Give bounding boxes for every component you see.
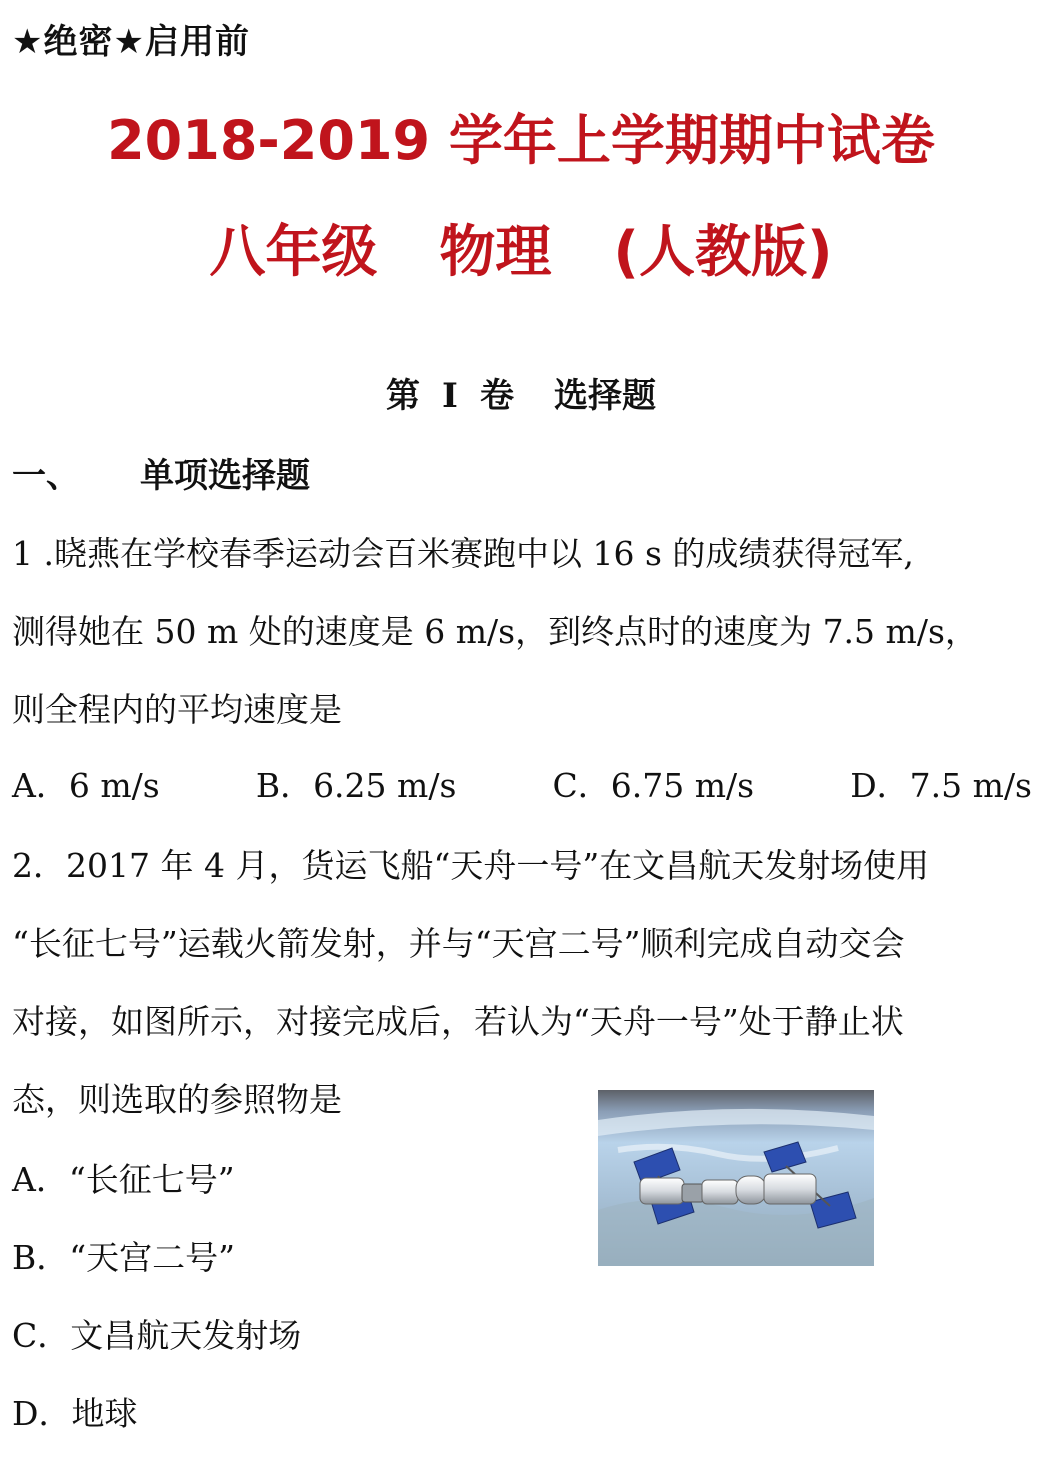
section-title: 单项选择题: [140, 456, 310, 496]
question-1-line-1: 1 .晓燕在学校春季运动会百米赛跑中以 16 s 的成绩获得冠军,: [12, 534, 914, 573]
question-2-option-d: D．地球: [12, 1394, 138, 1433]
exam-subtitle: [0, 208, 1042, 288]
part-name: 选择题: [553, 376, 656, 416]
section-heading: [12, 448, 310, 497]
part-heading: [0, 368, 1042, 417]
part-suffix: 卷: [479, 376, 514, 416]
question-1-option-c: C．6.75 m/s: [552, 766, 755, 805]
question-2-option-b: B．“天宫二号”: [12, 1238, 235, 1277]
edition-label: (人教版): [613, 220, 833, 285]
question-1-option-a: A．6 m/s: [12, 766, 160, 805]
question-2-line-2: “长征七号”运载火箭发射，并与“天宫二号”顺利完成自动交会: [12, 924, 905, 963]
question-2-line-4: 态，则选取的参照物是: [12, 1080, 342, 1119]
grade-label: 八年级: [209, 220, 378, 285]
space-docking-figure: [598, 1090, 874, 1266]
confidential-label: ★绝密★启用前: [12, 22, 250, 62]
question-2-line-3: 对接，如图所示，对接完成后，若认为“天舟一号”处于静止状: [12, 1002, 904, 1041]
question-1-line-3: 则全程内的平均速度是: [12, 690, 342, 729]
question-2-option-c: C．文昌航天发射场: [12, 1316, 302, 1355]
subject-label: 物理: [439, 220, 552, 285]
question-1-option-d: D．7.5 m/s: [850, 766, 1032, 805]
space-docking-illustration: [598, 1090, 874, 1266]
question-1-options: [12, 760, 1032, 807]
question-2-line-1: 2．2017 年 4 月，货运飞船“天舟一号”在文昌航天发射场使用: [12, 846, 930, 885]
part-roman: I: [442, 376, 458, 416]
part-prefix: 第: [386, 376, 421, 416]
exam-title: 2018-2019 学年上学期期中试卷: [107, 109, 935, 172]
section-number: 一、: [12, 456, 80, 496]
question-1-option-b: B．6.25 m/s: [255, 766, 457, 805]
question-2-option-a: A．“长征七号”: [12, 1160, 235, 1199]
question-1-line-2: 测得她在 50 m 处的速度是 6 m/s，到终点时的速度为 7.5 m/s，: [12, 612, 978, 651]
